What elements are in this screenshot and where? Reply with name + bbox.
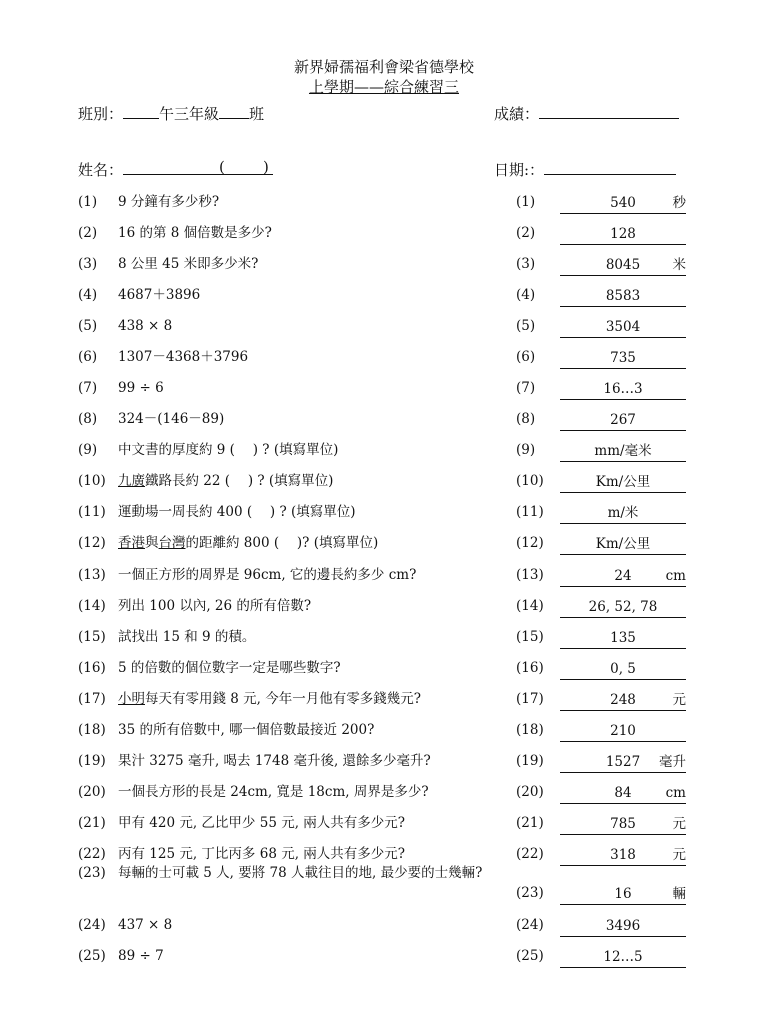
answer-field[interactable]: [560, 752, 686, 773]
question-text-part: 一個正方形的周界是 96cm, 它的邊長約多少 cm?: [118, 567, 417, 583]
answer-field[interactable]: [560, 814, 686, 835]
question-text: [118, 379, 164, 397]
question-number: (2): [78, 225, 98, 241]
answer-unit: 米: [672, 257, 686, 273]
answer-number: (18): [516, 722, 544, 738]
class-blank-1[interactable]: [123, 104, 159, 119]
question-text: [118, 659, 341, 677]
answer-field[interactable]: [560, 348, 686, 369]
question-text-underlined: 香港: [118, 535, 145, 551]
question-number: (18): [78, 722, 106, 738]
answer-number: (13): [516, 567, 544, 583]
question-text: [118, 814, 405, 832]
question-text: [118, 628, 255, 646]
question-text-part: 甲有 420 元, 乙比甲少 55 元, 兩人共有多少元?: [118, 815, 406, 831]
question-text-part: 99 ÷ 6: [118, 380, 164, 396]
answer-number: (21): [516, 815, 544, 831]
answer-unit: 毫升: [659, 754, 686, 770]
answer-number: (17): [516, 691, 544, 707]
question-text: [118, 690, 421, 708]
answer-value: 735: [610, 350, 636, 366]
question-number: (19): [78, 753, 106, 769]
answer-unit: cm: [665, 785, 686, 801]
worksheet-title: [0, 78, 768, 96]
question-number: (8): [78, 411, 98, 427]
answer-number: (11): [516, 504, 544, 520]
answer-value: 8045: [605, 257, 641, 273]
answer-value: 16: [614, 886, 632, 902]
question-text-part: 5 的倍數的個位數字一定是哪些數字?: [118, 660, 341, 676]
question-number: (12): [78, 535, 106, 551]
question-text: [118, 224, 272, 242]
score-label: 成績：: [494, 105, 540, 123]
answer-value: 248: [610, 692, 636, 708]
answer-number: (22): [516, 846, 544, 862]
answer-field[interactable]: [560, 255, 686, 276]
answer-field[interactable]: [560, 224, 686, 245]
answer-unit: 元: [672, 816, 686, 832]
worksheet-title-text: 上學期——綜合練習三: [308, 78, 459, 96]
question-text: [118, 752, 431, 770]
question-text-underlined: 台灣: [158, 535, 186, 551]
question-text-part: 中文書的厚度約 9 ( ) ? (填寫單位): [118, 442, 339, 458]
question-text: [118, 255, 258, 273]
answer-field[interactable]: [560, 566, 686, 587]
question-text-part: 16 的第 8 個倍數是多少?: [118, 225, 272, 241]
question-number: (16): [78, 660, 106, 676]
answer-value: 3496: [605, 918, 641, 934]
class-end: 班: [249, 105, 265, 123]
answer-number: (23): [516, 885, 544, 901]
answer-number: (16): [516, 660, 544, 676]
answer-value: 16…3: [603, 381, 643, 397]
question-number: (5): [78, 318, 98, 334]
answer-value: 8583: [605, 288, 641, 304]
question-number: (17): [78, 691, 106, 707]
answer-value: 3504: [605, 319, 641, 335]
answer-value: Km/公里: [595, 474, 651, 490]
name-paren-close: ): [263, 158, 269, 176]
answer-field[interactable]: [560, 193, 686, 214]
answer-value: 12…5: [603, 949, 643, 965]
question-text-part: 9 分鐘有多少秒?: [118, 194, 220, 210]
answer-field[interactable]: [560, 628, 686, 649]
answer-number: (5): [516, 318, 536, 334]
answer-value: 210: [610, 723, 636, 739]
question-text-part: 4687＋3896: [118, 287, 201, 303]
question-text: [118, 348, 248, 366]
question-number: (21): [78, 815, 106, 831]
question-text: [118, 503, 356, 521]
question-text-part: 試找出 15 和 9 的積。: [118, 629, 256, 645]
answer-number: (15): [516, 629, 544, 645]
answer-number: (8): [516, 411, 536, 427]
question-text: [118, 193, 219, 211]
name-blank[interactable]: [123, 160, 273, 175]
question-number: (15): [78, 629, 106, 645]
question-number: (3): [78, 256, 98, 272]
question-text: [118, 410, 224, 428]
answer-value: 1527: [605, 754, 641, 770]
score-blank[interactable]: [539, 104, 679, 119]
answer-value: 128: [610, 226, 636, 242]
question-text: [118, 441, 338, 459]
answer-field[interactable]: [560, 286, 686, 307]
question-number: (11): [78, 504, 106, 520]
question-text: [118, 947, 164, 965]
answer-number: (2): [516, 225, 536, 241]
question-text-part: 每天有零用錢 8 元, 今年一月他有零多錢幾元?: [145, 691, 421, 707]
answer-field[interactable]: [560, 534, 686, 555]
answer-number: (25): [516, 948, 544, 964]
school-name: 新界婦孺福利會梁省德學校: [293, 58, 474, 76]
question-number: (25): [78, 948, 106, 964]
answer-value: 84: [614, 785, 632, 801]
answer-number: (7): [516, 380, 536, 396]
question-text-part: 鐵路長約 22 ( ) ? (填寫單位): [145, 473, 334, 489]
question-number: (10): [78, 473, 106, 489]
question-text-part: 324－(146－89): [118, 411, 225, 427]
class-mid: 午三年級: [159, 105, 220, 123]
question-number: (7): [78, 380, 98, 396]
question-number: (4): [78, 287, 98, 303]
answer-value: 540: [610, 195, 636, 211]
answer-field[interactable]: [560, 317, 686, 338]
answer-number: (24): [516, 917, 544, 933]
question-text: [118, 916, 172, 934]
answer-number: (20): [516, 784, 544, 800]
question-text-part: 438 × 8: [118, 318, 173, 334]
question-text: [118, 783, 429, 801]
question-text: [118, 845, 405, 863]
question-number: (9): [78, 442, 98, 458]
answer-number: (10): [516, 473, 544, 489]
question-text-part: 的距離約 800 ( )? (填寫單位): [185, 535, 379, 551]
answer-unit: 輛: [672, 886, 686, 902]
answer-number: (4): [516, 287, 536, 303]
answer-number: (9): [516, 442, 536, 458]
question-number: (20): [78, 784, 106, 800]
answer-number: (6): [516, 349, 536, 365]
question-text-part: 1307－4368＋3796: [118, 349, 249, 365]
answer-number: (1): [516, 194, 536, 210]
question-text-part: 列出 100 以內, 26 的所有倍數?: [118, 598, 312, 614]
question-number: (24): [78, 917, 106, 933]
class-blank-2[interactable]: [219, 104, 249, 119]
question-number: (6): [78, 349, 98, 365]
question-text: [118, 597, 311, 615]
question-text: [118, 864, 518, 882]
answer-value: 785: [610, 816, 636, 832]
answer-field[interactable]: [560, 441, 686, 462]
answer-field[interactable]: [560, 503, 686, 524]
name-paren-open: (: [219, 158, 225, 176]
class-field: [78, 104, 264, 124]
question-number: (1): [78, 194, 98, 210]
question-text-part: 89 ÷ 7: [118, 948, 164, 964]
answer-value: 135: [610, 630, 636, 646]
date-label: 日期:：: [494, 161, 545, 179]
answer-value: m/米: [607, 505, 639, 521]
question-text: [118, 317, 172, 335]
answer-field[interactable]: [560, 410, 686, 431]
question-text-part: 運動場一周長約 400 ( ) ? (填寫單位): [118, 504, 356, 520]
answer-value: Km/公里: [595, 536, 651, 552]
answer-value: 24: [614, 568, 632, 584]
answer-field[interactable]: [560, 690, 686, 711]
question-text: [118, 721, 374, 739]
question-text: [118, 472, 333, 490]
answer-field[interactable]: [560, 884, 686, 905]
answer-unit: 元: [672, 847, 686, 863]
question-text-underlined: 小明: [118, 691, 145, 707]
question-text-part: 與: [145, 535, 159, 551]
answer-value: 267: [610, 412, 636, 428]
question-text-part: 8 公里 45 米即多少米?: [118, 256, 259, 272]
answer-unit: 秒: [672, 195, 686, 211]
score-field: [494, 104, 679, 124]
answer-value: mm/毫米: [594, 443, 652, 459]
class-label: 班別：: [78, 105, 124, 123]
question-number: (22): [78, 846, 106, 862]
question-number: (13): [78, 567, 106, 583]
answer-value: 0, 5: [610, 661, 636, 677]
answer-value: 26, 52, 78: [588, 599, 658, 615]
date-blank[interactable]: [544, 160, 676, 175]
question-text: [118, 566, 416, 584]
answer-field[interactable]: [560, 472, 686, 493]
answer-unit: cm: [665, 568, 686, 584]
answer-field[interactable]: [560, 659, 686, 680]
answer-field[interactable]: [560, 783, 686, 804]
answer-field[interactable]: [560, 845, 686, 866]
answer-number: (14): [516, 598, 544, 614]
question-text-part: 437 × 8: [118, 917, 173, 933]
name-label: 姓名：: [78, 161, 124, 179]
answer-number: (12): [516, 535, 544, 551]
question-text-part: 果汁 3275 毫升, 喝去 1748 毫升後, 還餘多少毫升?: [118, 753, 431, 769]
answer-field[interactable]: [560, 947, 686, 968]
answer-field[interactable]: [560, 597, 686, 618]
answer-number: (19): [516, 753, 544, 769]
question-number: (23): [78, 865, 106, 881]
question-text-part: 每輛的士可載 5 人, 要將 78 人載往目的地, 最少要的士幾輛?: [118, 865, 483, 881]
answer-value: 318: [610, 847, 636, 863]
answer-number: (3): [516, 256, 536, 272]
question-number: (14): [78, 598, 106, 614]
question-text-underlined: 九廣: [118, 473, 145, 489]
date-field: [494, 160, 676, 180]
question-text-part: 丙有 125 元, 丁比丙多 68 元, 兩人共有多少元?: [118, 846, 406, 862]
answer-field[interactable]: [560, 721, 686, 742]
question-text-part: 35 的所有倍數中, 哪一個倍數最接近 200?: [118, 722, 375, 738]
answer-unit: 元: [672, 692, 686, 708]
answer-field[interactable]: [560, 379, 686, 400]
name-field: [78, 160, 273, 180]
question-text-part: 一個長方形的長是 24cm, 寬是 18cm, 周界是多少?: [118, 784, 429, 800]
question-text: [118, 286, 200, 304]
question-text: [118, 534, 378, 552]
answer-field[interactable]: [560, 916, 686, 937]
